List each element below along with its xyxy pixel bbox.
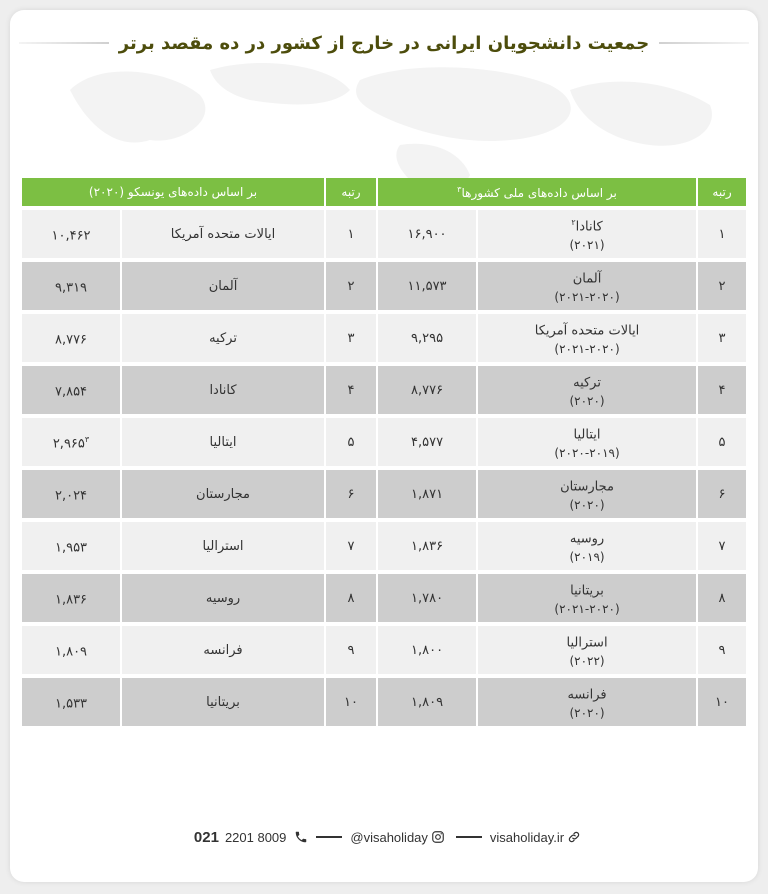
- country-cell: [476, 366, 696, 414]
- link-icon: [567, 830, 581, 844]
- value-unesco: ۱,۹۵۳: [54, 540, 88, 556]
- value-unesco: ۸,۷۷۶: [54, 332, 88, 348]
- country-name: استرالیا: [566, 635, 608, 651]
- country-year: (۲۰۲۱-۲۰۲۰): [554, 290, 620, 305]
- table-header-row: [22, 178, 746, 206]
- website-link[interactable]: visaholiday.ir: [489, 829, 565, 845]
- page-title: جمعیت دانشجویان ایرانی در خارج از کشور در ده مقصد برتر: [118, 32, 650, 54]
- table-row: [22, 470, 746, 518]
- phone-number: 2201 8009: [224, 829, 287, 845]
- country-year: (۲۰۲۰): [569, 394, 605, 409]
- header-unesco: بر اساس داده‌های یونسکو (۲۰۲۰): [22, 178, 324, 206]
- table-row: [22, 574, 746, 622]
- country-name: ایتالیا: [573, 427, 601, 443]
- country-year: (۲۰۲۰): [569, 498, 605, 513]
- country-unesco-cell: ترکیه: [120, 314, 324, 362]
- value-cell: ۱,۸۰۰: [376, 626, 476, 674]
- country-name: کانادا: [575, 219, 603, 235]
- phone-contact: [184, 829, 308, 846]
- table-row: [22, 418, 746, 466]
- country-unesco-cell: مجارستان: [120, 470, 324, 518]
- country-name: بریتانیا: [570, 583, 604, 599]
- rank-cell: ۴: [696, 366, 746, 414]
- phone-icon: [294, 830, 308, 844]
- value-cell: ۹,۲۹۵: [376, 314, 476, 362]
- value-unesco-cell: [22, 626, 120, 674]
- value-cell: ۱,۸۰۹: [376, 678, 476, 726]
- rank-unesco-cell: ۲: [324, 262, 376, 310]
- country-unesco-cell: آلمان: [120, 262, 324, 310]
- country-unesco-cell: ایالات متحده آمریکا: [120, 210, 324, 258]
- rank-cell: ۲: [696, 262, 746, 310]
- country-cell: [476, 470, 696, 518]
- header-national-label: بر اساس داده‌های ملی کشورها: [461, 185, 617, 200]
- table-row: [22, 678, 746, 726]
- value-cell: ۱,۸۷۱: [376, 470, 476, 518]
- country-cell: [476, 574, 696, 622]
- header-rank-unesco: رتبه: [324, 178, 376, 206]
- rank-cell: ۱۰: [696, 678, 746, 726]
- table-row: [22, 626, 746, 674]
- header-national-note: ۳: [457, 184, 462, 194]
- students-table: [22, 174, 746, 730]
- country-cell: [476, 678, 696, 726]
- rank-unesco-cell: ۴: [324, 366, 376, 414]
- value-unesco-cell: [22, 574, 120, 622]
- country-year: (۲۰۱۹): [569, 550, 605, 565]
- country-note: ۲: [571, 217, 576, 227]
- rank-unesco-cell: ۶: [324, 470, 376, 518]
- rank-cell: ۶: [696, 470, 746, 518]
- header-national: [376, 178, 696, 206]
- country-unesco-cell: کانادا: [120, 366, 324, 414]
- value-cell: ۱,۸۳۶: [376, 522, 476, 570]
- country-year: (۲۰۲۲): [569, 654, 605, 669]
- country-name: آلمان: [572, 271, 602, 287]
- value-cell: ۴,۵۷۷: [376, 418, 476, 466]
- value-unesco-note: ۳: [84, 435, 90, 445]
- footer-separator: [316, 836, 342, 838]
- country-unesco-cell: استرالیا: [120, 522, 324, 570]
- value-unesco: ۱,۸۳۶: [54, 592, 88, 608]
- country-cell: [476, 522, 696, 570]
- rank-unesco-cell: ۱: [324, 210, 376, 258]
- country-name: ترکیه: [573, 375, 601, 391]
- country-year: (۲۰۲۱-۲۰۲۰): [554, 342, 620, 357]
- rank-unesco-cell: ۷: [324, 522, 376, 570]
- value-unesco: ۲,۰۲۴: [54, 488, 88, 504]
- value-unesco-cell: [22, 418, 120, 466]
- rank-unesco-cell: ۵: [324, 418, 376, 466]
- rank-cell: ۳: [696, 314, 746, 362]
- country-year: (۲۰۲۱-۲۰۲۰): [554, 602, 620, 617]
- value-unesco: ۷,۸۵۴: [54, 384, 88, 400]
- instagram-icon: [431, 830, 445, 844]
- infographic-card: [10, 10, 758, 882]
- value-unesco: ۱,۸۰۹: [54, 644, 88, 660]
- country-cell: [476, 210, 696, 258]
- country-unesco-cell: فرانسه: [120, 626, 324, 674]
- country-year: (۲۰۲۱): [569, 238, 605, 253]
- value-unesco: ۱۰,۴۶۲: [51, 228, 91, 244]
- table-row: [22, 262, 746, 310]
- value-unesco-cell: [22, 210, 120, 258]
- value-unesco-cell: [22, 366, 120, 414]
- value-unesco-cell: [22, 262, 120, 310]
- title-divider-left: [19, 42, 109, 44]
- footer-separator: [456, 836, 482, 838]
- rank-cell: ۷: [696, 522, 746, 570]
- rank-unesco-cell: ۳: [324, 314, 376, 362]
- value-unesco-cell: [22, 470, 120, 518]
- value-unesco: ۲,۹۶۵: [52, 436, 85, 452]
- rank-unesco-cell: ۸: [324, 574, 376, 622]
- value-unesco: ۱,۵۳۳: [54, 696, 88, 712]
- header-rank: رتبه: [696, 178, 746, 206]
- value-unesco-cell: [22, 522, 120, 570]
- rank-unesco-cell: ۱۰: [324, 678, 376, 726]
- table-row: [22, 314, 746, 362]
- country-unesco-cell: بریتانیا: [120, 678, 324, 726]
- table-row: [22, 522, 746, 570]
- value-cell: ۸,۷۷۶: [376, 366, 476, 414]
- phone-code: 021: [193, 828, 219, 846]
- value-cell: ۱۱,۵۷۳: [376, 262, 476, 310]
- country-cell: [476, 418, 696, 466]
- value-cell: ۱,۷۸۰: [376, 574, 476, 622]
- table-body: [22, 210, 746, 726]
- country-name: مجارستان: [560, 479, 614, 495]
- country-name: روسیه: [569, 531, 605, 547]
- country-unesco-cell: ایتالیا: [120, 418, 324, 466]
- instagram-contact: [350, 830, 448, 845]
- country-cell: [476, 626, 696, 674]
- country-unesco-cell: روسیه: [120, 574, 324, 622]
- table-row: [22, 366, 746, 414]
- rank-cell: ۱: [696, 210, 746, 258]
- title-divider-right: [659, 42, 749, 44]
- rank-cell: ۵: [696, 418, 746, 466]
- value-unesco-cell: [22, 314, 120, 362]
- title-row: [10, 28, 758, 58]
- table-row: [22, 210, 746, 258]
- country-year: (۲۰۲۰): [569, 706, 605, 721]
- country-cell: [476, 262, 696, 310]
- footer: [10, 825, 758, 849]
- rank-cell: ۹: [696, 626, 746, 674]
- website-contact: [490, 830, 584, 845]
- value-unesco-cell: [22, 678, 120, 726]
- value-unesco: ۹,۳۱۹: [54, 280, 88, 296]
- country-name: فرانسه: [567, 687, 607, 703]
- rank-cell: ۸: [696, 574, 746, 622]
- instagram-handle[interactable]: @visaholiday: [350, 829, 428, 845]
- country-name: ایالات متحده آمریکا: [534, 323, 640, 339]
- rank-unesco-cell: ۹: [324, 626, 376, 674]
- value-cell: ۱۶,۹۰۰: [376, 210, 476, 258]
- country-cell: [476, 314, 696, 362]
- country-year: (۲۰۲۰-۲۰۱۹): [554, 446, 620, 461]
